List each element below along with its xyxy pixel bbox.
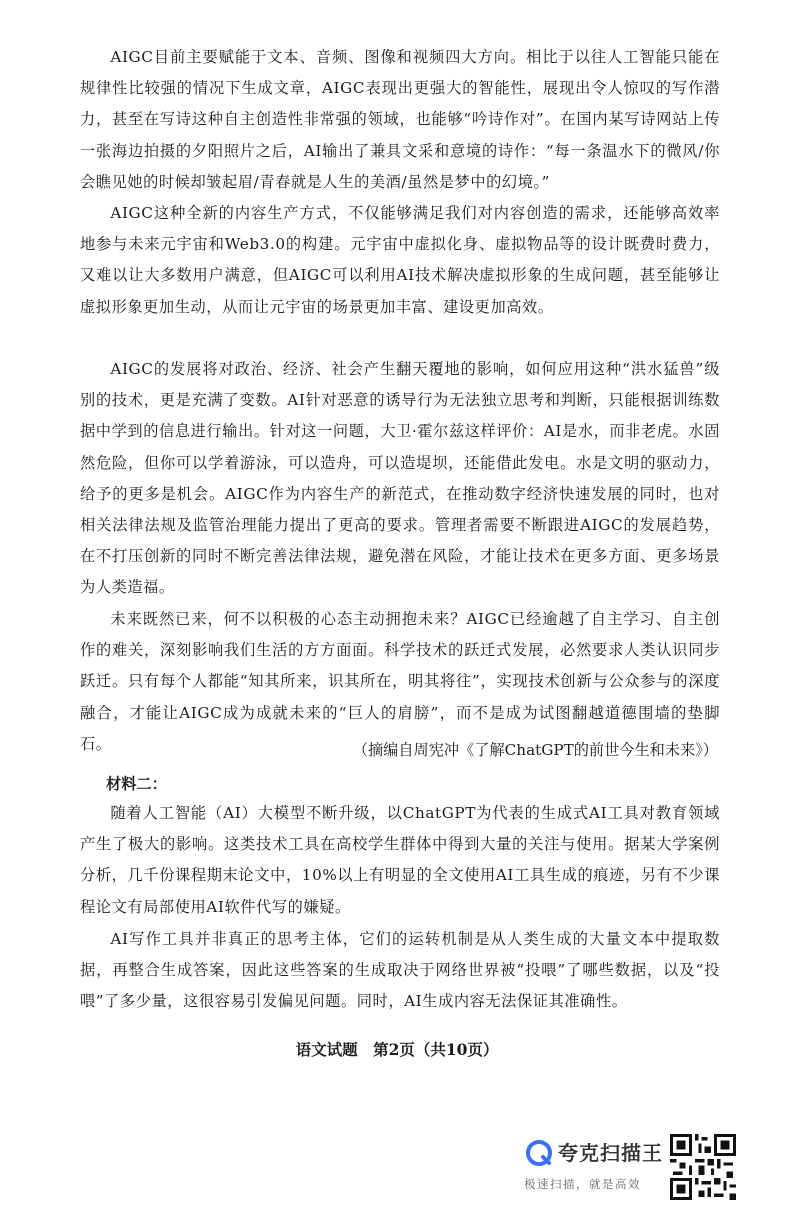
paragraph-6: AI写作工具并非真正的思考主体，它们的运转机制是从人类生成的大量文本中提取数据，再整合生成答案，因此这些答案的生成取决于网络世界被“投喂”了哪些数据，以及“投喂”了多少量，这很容易引发偏见问题。同时，AI生成内容无法保证其准确性。	[80, 930, 720, 1011]
qr-code-icon	[670, 1134, 736, 1200]
quark-logo-icon	[524, 1138, 554, 1168]
paragraph-4: 未来既然已来，何不以积极的心态主动拥抱未来？AIGC已经逾越了自主学习、自主创作的难关，深刻影响我们生活的方方面面。科学技术的跃迁式发展，必然要求人类认识同步跃迁。只有每个人都能“知其所来，识其所在，明其将往”，实现技术创新与公众参与的深度融合，才能让AIGC成为成就未来的“巨人的肩膀”，而不是成为试图翻越道德围墙的垫脚石。	[80, 610, 720, 753]
scanner-watermark	[524, 1134, 664, 1198]
source-citation: （摘编自周宪冲《了解ChatGPT的前世今生和未来》）	[352, 741, 718, 759]
page-footer: 语文试题 第2页（共10页）	[295, 1040, 499, 1059]
material-two-heading: 材料二：	[106, 775, 167, 793]
brand-slogan: 极速扫描，就是高效	[524, 1177, 641, 1191]
paragraph-3: AIGC的发展将对政治、经济、社会产生翻天覆地的影响，如何应用这种“洪水猛兽”级别的技术，更是充满了变数。AI针对恶意的诱导行为无法独立思考和判断，只能根据训练数据中学到的信息进行输出。针对这一问题，大卫·霍尔兹这样评价：AI是水，而非老虎。水固然危险，但你可以学着游泳，可以造舟，可以造堤坝，还能借此发电。水是文明的驱动力，给予的更多是机会。AIGC作为内容生产的新范式，在推动数字经济快速发展的同时，也对相关法律法规及监管治理能力提出了更高的要求。管理者需要不断跟进AIGC的发展趋势，在不打压创新的同时不断完善法律法规，避免潜在风险，才能让技术在更多方面、更多场景为人类造福。	[80, 360, 720, 597]
paragraph-2: AIGC这种全新的内容生产方式，不仅能够满足我们对内容创造的需求，还能够高效率地参与未来元宇宙和Web3.0的构建。元宇宙中虚拟化身、虚拟物品等的设计既费时费力，又难以让大多数用户满意，但AIGC可以利用AI技术解决虚拟形象的生成问题，甚至能够让虚拟形象更加生动，从而让元宇宙的场景更加丰富、建设更加高效。	[80, 204, 720, 316]
paragraph-1: AIGC目前主要赋能于文本、音频、图像和视频四大方向。相比于以往人工智能只能在规律性比较强的情况下生成文章，AIGC表现出更强大的智能性，展现出令人惊叹的写作潜力，甚至在写诗这种自主创造性非常强的领域，也能够“吟诗作对”。在国内某写诗网站上传一张海边拍摄的夕阳照片之后，AI输出了兼具文采和意境的诗作：“每一条温水下的微风/你会瞧见她的时候却皱起眉/青春就是人生的美酒/虽然是梦中的幻境。”	[80, 48, 720, 191]
brand-name: 夸克扫描王	[558, 1141, 663, 1165]
paragraph-5: 随着人工智能（AI）大模型不断升级，以ChatGPT为代表的生成式AI工具对教育领域产生了极大的影响。这类技术工具在高校学生群体中得到大量的关注与使用。据某大学案例分析，几千份课程期末论文中，10%以上有明显的全文使用AI工具生成的痕迹，另有不少课程论文有局部使用AI软件代写的嫌疑。	[80, 804, 720, 916]
